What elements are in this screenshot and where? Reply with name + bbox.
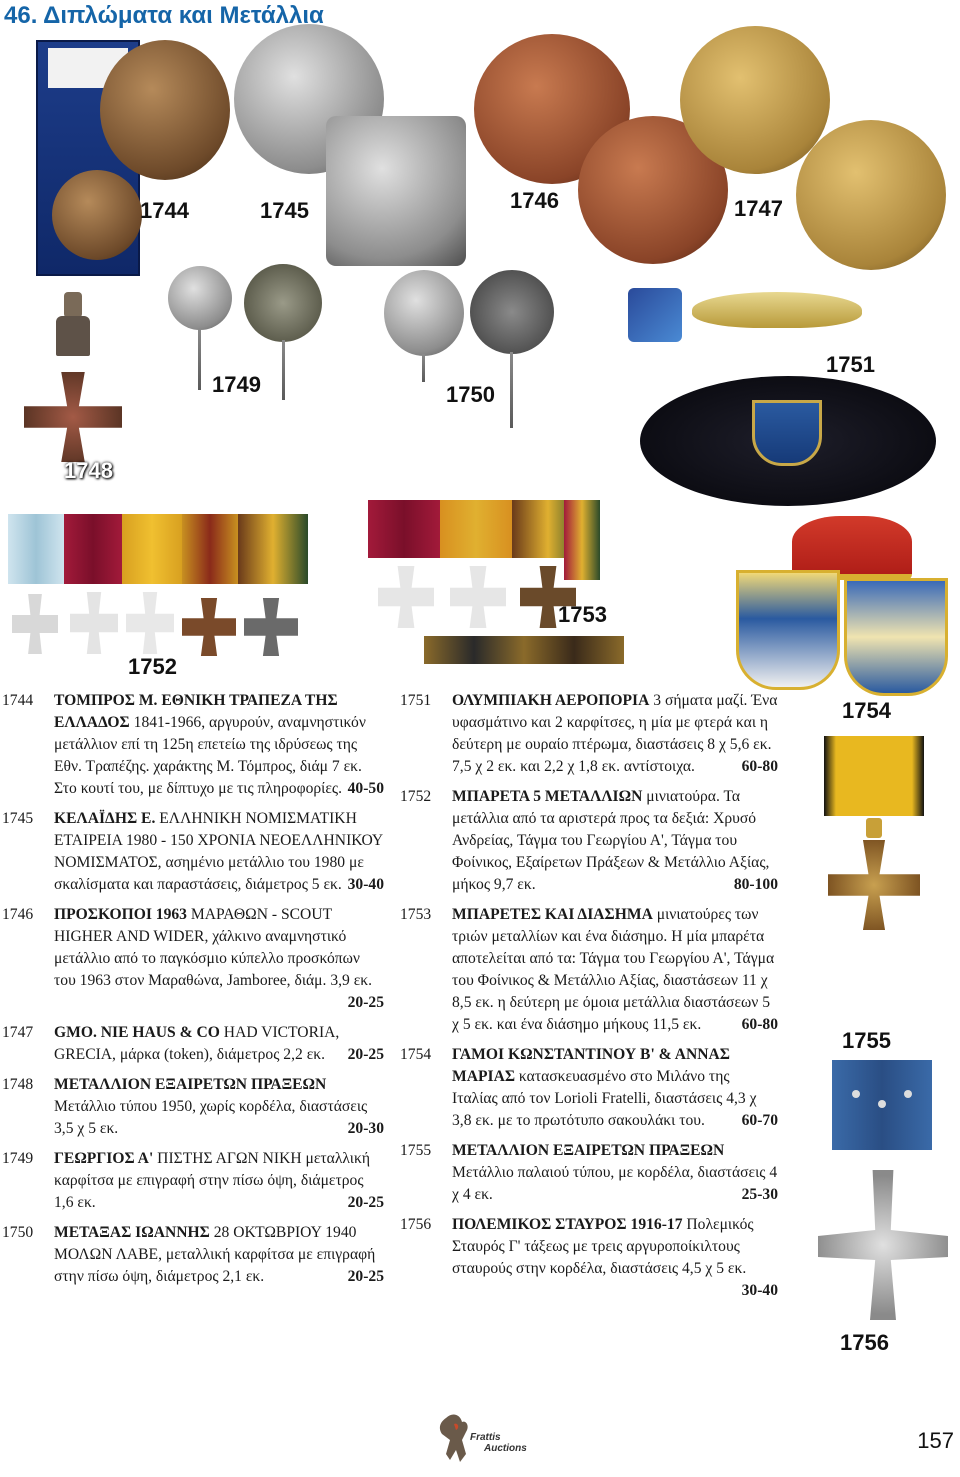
lot-number: 1754	[400, 1046, 432, 1063]
lot-number: 1750	[2, 1224, 34, 1241]
entry-title: ΜΕΤΑΛΛΙΟΝ ΕΞΑΙΡΕΤΩΝ ΠΡΑΞΕΩΝ	[54, 1076, 327, 1093]
medal-1755-image	[824, 736, 924, 1006]
label-1755: 1755	[842, 1028, 891, 1053]
entry-description: 1841-1966, αργυρούν, αναμνηστικόν μετάλλιον επί τη 125η επετείω της ιδρύσεως της Εθν. Τραπέζης. χαράκτης Μ. Τόμπρος, διάμ 7 εκ. Στο κουτί του, με δίπτυχο με τις πληροφορίες.	[54, 714, 366, 797]
entry-price: 20-25	[347, 994, 384, 1011]
ribbon-strip-1753	[424, 636, 624, 664]
entry-price: 20-30	[347, 1120, 384, 1137]
lot-number: 1752	[400, 788, 432, 805]
entry-description: Μετάλλιο παλαιού τύπου, με κορδέλα, διαστάσεις 4 χ 4 εκ.	[452, 1164, 778, 1203]
medal-1744-portrait	[100, 40, 230, 180]
pin-1749-back-needle	[282, 340, 285, 400]
entry-title: ΚΕΛΑΪΔΗΣ Ε.	[54, 810, 156, 827]
lot-number: 1745	[2, 810, 34, 827]
label-1751: 1751	[826, 352, 875, 377]
entry-price: 60-70	[741, 1112, 778, 1129]
right-column	[400, 690, 778, 1310]
pin-1750-back-needle	[510, 352, 513, 428]
entry-title: ΓΑΜΟΙ ΚΩΝΣΤΑΝΤΙΝΟΥ Β' & ΑΝΝΑΣ ΜΑΡΙΑΣ	[452, 1046, 730, 1085]
entry-description: μινιατούρα. Τα μετάλλια από τα αριστερά προς τα δεξιά: Χρυσό Ανδρείας, Τάγμα του Γεωργίου Α', Τάγμα του Φοίνικος, Εξαίρετων Πράξεων & Μετάλλιο Αξίας, μήκος 9,7 εκ.	[452, 788, 770, 893]
entry-title: ΜΠΑΡΕΤΑ 5 ΜΕΤΑΛΛΙΩΝ	[452, 788, 643, 805]
entry-description: ΜΑΡΑΘΩΝ - SCOUT HIGHER AND WIDER, χάλκινο αναμνηστικό μετάλλιο από το παγκόσμιο κύπελλο προσκόπων του 1963 στον Μαραθώνα, Jamboree, διάμ. 3,9 εκ.	[54, 906, 373, 989]
lot-number: 1746	[2, 906, 34, 923]
lot-number: 1749	[2, 1150, 34, 1167]
entry-1750	[2, 1222, 384, 1288]
lot-number: 1748	[2, 1076, 34, 1093]
entry-1751	[400, 690, 778, 778]
medal-1745-reverse	[326, 116, 466, 266]
entry-1746	[2, 904, 384, 1014]
entry-title: ΤΟΜΠΡΟΣ Μ. ΕΘΝΙΚΗ ΤΡΑΠΕΖΑ ΤΗΣ ΕΛΛΑΔΟΣ	[54, 692, 338, 731]
label-1745: 1745	[260, 198, 309, 223]
entry-price: 30-40	[741, 1282, 778, 1299]
pin-1749-front	[168, 266, 232, 330]
pin-1751-tail	[628, 288, 682, 342]
pin-1751-wings	[692, 292, 862, 328]
entry-price: 20-25	[347, 1046, 384, 1063]
pin-1750-needle	[422, 354, 425, 382]
label-1750: 1750	[446, 382, 495, 407]
entry-price: 30-40	[347, 876, 384, 893]
label-1756: 1756	[840, 1330, 889, 1355]
entry-title: ΜΕΤΑΞΑΣ ΙΩΑΝΝΗΣ	[54, 1224, 210, 1241]
entry-price: 25-30	[741, 1186, 778, 1203]
entry-description: Πολεμικός Σταυρός Γ' τάξεως με τρεις αργυροποίκιλτους σταυρούς στην κορδέλα, διαστάσεις 4,5 χ 5 εκ.	[452, 1216, 754, 1277]
entry-title: ΓΕΩΡΓΙΟΣ Α'	[54, 1150, 154, 1167]
entry-1755	[400, 1140, 778, 1206]
entry-description: ΠΙΣΤΗΣ ΑΓΩΝ ΝΙΚΗ μεταλλική καρφίτσα με επιγραφή στην πίσω όψη, διάμετρος 1,6 εκ.	[54, 1150, 370, 1211]
medal-1756-image	[818, 1060, 948, 1326]
entry-title: ΜΠΑΡΕΤΕΣ ΚΑΙ ΔΙΑΣΗΜΑ	[452, 906, 653, 923]
lot-number: 1751	[400, 692, 432, 709]
lot-number: 1753	[400, 906, 432, 923]
medal-1744-reverse	[52, 170, 142, 260]
label-1746: 1746	[510, 188, 559, 213]
entry-1756	[400, 1214, 778, 1302]
entry-1753	[400, 904, 778, 1036]
entry-price: 60-80	[741, 1016, 778, 1033]
lot-number: 1744	[2, 692, 34, 709]
entry-1749	[2, 1148, 384, 1214]
pin-1750-front	[384, 270, 464, 356]
logo-text	[470, 1432, 527, 1454]
label-1747: 1747	[734, 196, 783, 221]
token-1747-reverse	[796, 120, 946, 270]
lot-number: 1756	[400, 1216, 432, 1233]
entry-1744	[2, 690, 384, 800]
entry-title: ΠΡΟΣΚΟΠΟΙ 1963	[54, 906, 187, 923]
entry-price: 20-25	[347, 1194, 384, 1211]
label-1748: 1748	[64, 458, 113, 483]
entry-description: μινιατούρες των τριών μεταλλίων και ένα διάσημο. Η μία μπαρέτα αποτελείται από τα: Τάγμα του Γεωργίου Α', Τάγμα του Φοίνικος & Μετάλλιο Αξίας, διαστάσεων 11 χ 8,5 εκ. η δεύτερη με όμοια μετάλλια διαστάσεων 5 χ 5 εκ. και ένα διάσημο μήκους 11,5 εκ.	[452, 906, 775, 1033]
entry-1745	[2, 808, 384, 896]
entry-price: 80-100	[733, 876, 778, 893]
page-title: 46. Διπλώματα και Μετάλλια	[4, 2, 324, 29]
lot-number: 1755	[400, 1142, 432, 1159]
logo-line-1: Frattis	[470, 1432, 501, 1443]
entry-title: ΠΟΛΕΜΙΚΟΣ ΣΤΑΥΡΟΣ 1916-17	[452, 1216, 683, 1233]
entry-1747	[2, 1022, 384, 1066]
entry-title: GMO. NIE HAUS & CO	[54, 1024, 220, 1041]
pin-1749-back	[244, 264, 322, 342]
entry-title: ΜΕΤΑΛΛΙΟΝ ΕΞΑΙΡΕΤΩΝ ΠΡΑΞΕΩΝ	[452, 1142, 725, 1159]
pin-1750-back	[470, 270, 554, 354]
entry-description: HAD VICTORIA, GRECIA, μάρκα (token), διάμετρος 2,2 εκ.	[54, 1024, 340, 1063]
label-1752: 1752	[128, 654, 177, 679]
entry-description: 3 σήματα μαζί. Ένα υφασμάτινο και 2 καρφίτσες, η μία με φτερά και η δεύτερη με ουραίο πτέρωμα, διαστάσεις 8 χ 5,6 εκ. 7,5 χ 2 εκ. και 2,2 χ 1,8 εκ. αντίστοιχα.	[452, 692, 778, 775]
pin-1749-needle	[198, 328, 201, 390]
entry-description: ΕΛΛΗΝΙΚΗ ΝΟΜΙΣΜΑΤΙΚΗ ΕΤΑΙΡΕΙΑ 1980 - 150 ΧΡΟΝΙΑ ΝΕΟΕΛΛΗΝΙΚΟΥ ΝΟΜΙΣΜΑΤΟΣ, ασημένιο μετάλλιο του 1980 με σκαλίσματα και παραστάσεις, διάμετρος 5 εκ.	[54, 810, 383, 893]
entry-1754	[400, 1044, 778, 1132]
entry-1752	[400, 786, 778, 896]
entry-description: Μετάλλιο τύπου 1950, χωρίς κορδέλα, διαστάσεις 3,5 χ 5 εκ.	[54, 1098, 368, 1137]
label-1749: 1749	[212, 372, 261, 397]
logo-line-2: Auctions	[484, 1443, 527, 1454]
page-number: 157	[917, 1428, 954, 1453]
entry-description: κατασκευασμένο στο Μιλάνο της Ιταλίας από τον Lorioli Fratelli, διαστάσεις 4,3 χ 3,8 εκ. με το πρωτότυπο σακουλάκι του.	[452, 1068, 757, 1129]
entry-1748	[2, 1074, 384, 1140]
token-1747-obverse	[680, 26, 830, 174]
badge-1754-image	[736, 516, 956, 696]
label-1744: 1744	[140, 198, 189, 223]
patch-1751-embroidered	[640, 376, 936, 506]
entry-price: 60-80	[741, 758, 778, 775]
ribbon-bar-1752	[8, 514, 308, 664]
entry-description: 28 ΟΚΤΩΒΡΙΟΥ 1940 ΜΟΛΩΝ ΛΑΒΕ, μεταλλική καρφίτσα με επιγραφή στην πίσω όψη, διάμετρος 2,1 εκ.	[54, 1224, 376, 1285]
label-1753: 1753	[558, 602, 607, 627]
entry-title: ΟΛΥΜΠΙΑΚΗ ΑΕΡΟΠΟΡΙΑ	[452, 692, 650, 709]
entry-price: 40-50	[347, 780, 384, 797]
lot-number: 1747	[2, 1024, 34, 1041]
entry-price: 20-25	[347, 1268, 384, 1285]
left-column	[2, 690, 384, 1296]
label-1754: 1754	[842, 698, 891, 723]
